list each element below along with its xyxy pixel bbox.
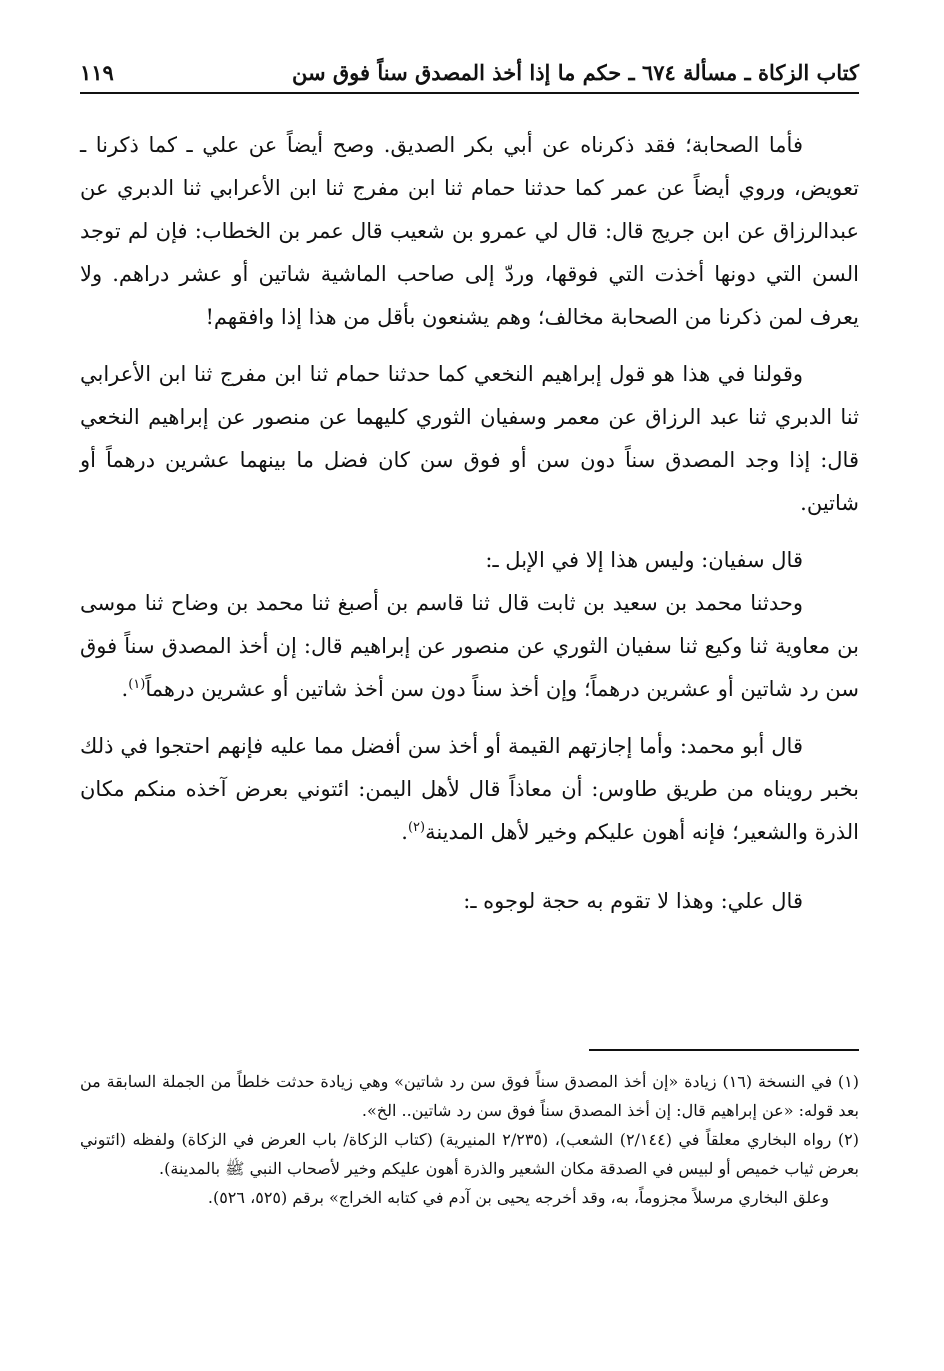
footnote-3: وعلق البخاري مرسلاً مجزوماً، به، وقد أخرجه يحيى بن آدم في كتابه الخراج» برقم (٥٢٥، ٥٢٦). [207,1188,829,1207]
page-number: ١١٩ [80,59,114,85]
paragraph-2: وقولنا في هذا هو قول إبراهيم النخعي كما حدثنا حمام ثنا ابن مفرج ثنا ابن الأعرابي ثنا الدبري ثنا عبد الرزاق عن معمر وسفيان الثوري كليهما عن منصور عن إبراهيم النخعي قال: إذا وجد المصدق سناً دون سن أو فوق سن كان فضل ما بينهما عشرين درهماً أو شاتين. [80,362,859,515]
footnote-1: (١) في النسخة (١٦) زيادة «إن أخذ المصدق سناً فوق سن رد شاتين» وهي زيادة حدثت خلطاً من الجملة السابقة من بعد قوله: «عن إبراهيم قال: إن أخذ المصدق سناً فوق سن رد شاتين.. الخ». [80,1072,859,1120]
paragraph-5-end: . [401,820,408,844]
paragraph-4-end: . [121,677,129,701]
footnote-separator [589,1049,859,1051]
paragraph-6: قال علي: وهذا لا تقوم به حجة لوجوه ـ: [463,889,803,913]
page-header [80,52,859,94]
footnotes [80,1067,859,1212]
main-text [80,124,859,923]
paragraph-3: قال سفيان: وليس هذا إلا في الإبل ـ: [485,548,803,572]
paragraph-5 [80,725,859,854]
paragraph-4 [80,582,859,711]
footnote-2: (٢) رواه البخاري معلقاً في (٢/١٤٤) الشعب)، (٢/٢٣٥ المنيرية) (كتاب الزكاة/ باب العرض في الزكاة) ولفظه (ائتوني بعرض ثياب خميص أو لبيس في الصدقة مكان الشعير والذرة أهون عليكم وخير لأصحاب النبي ﷺ بالمدينة). [80,1130,859,1178]
paragraph-1: فأما الصحابة؛ فقد ذكرناه عن أبي بكر الصديق. وصح أيضاً عن علي ـ كما ذكرنا ـ تعويض، وروي أيضاً عن عمر كما حدثنا حمام ثنا ابن مفرج ثنا ابن الأعرابي ثنا الدبري عن عبدالرزاق عن ابن جريج قال: قال لي عمرو بن شعيب قال عمر بن الخطاب: فإن لم توجد السن التي دونها أخذت التي فوقها، وردّ إلى صاحب الماشية شاتين أو عشر دراهم. ولا يعرف لمن ذكرنا من الصحابة مخالف؛ وهم يشنعون بأقل من هذا إذا وافقهم! [80,133,859,329]
footnote-ref-1: (١) [128,677,146,692]
running-title: كتاب الزكاة ـ مسألة ٦٧٤ ـ حكم ما إذا أخذ المصدق سناً فوق سن [291,59,859,85]
footnote-ref-2: (٢) [407,820,426,835]
paragraph-4-text: وحدثنا محمد بن سعيد بن ثابت قال ثنا قاسم بن أصبغ ثنا محمد بن وضاح ثنا موسى بن معاوية ثنا وكيع ثنا سفيان الثوري عن منصور عن إبراهيم قال: إن أخذ المصدق سناً فوق سن رد شاتين أو عشرين درهماً؛ وإن أخذ سناً دون سن أخذ شاتين أو عشرين درهماً [80,591,859,701]
paragraph-5-text: قال أبو محمد: وأما إجازتهم القيمة أو أخذ سن أفضل مما عليه فإنهم احتجوا في ذلك بخبر رويناه من طريق طاوس: أن معاذاً قال لأهل اليمن: ائتوني بعرض آخذه منكم مكان الذرة والشعير؛ فإنه أهون عليكم وخير لأهل المدينة [80,734,859,844]
